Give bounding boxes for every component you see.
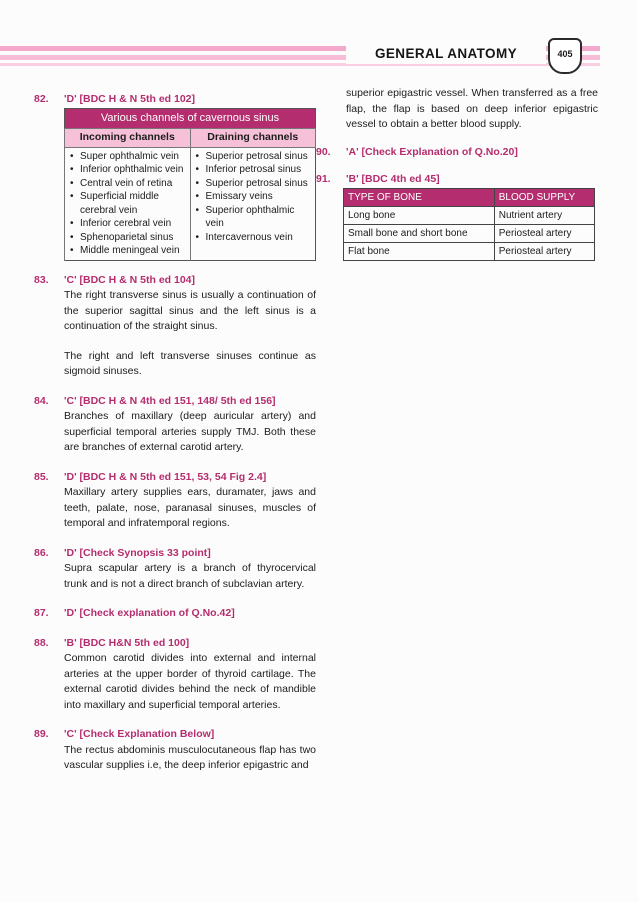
list-item: • Inferior petrosal sinus <box>206 163 313 177</box>
table-cell: Periosteal artery <box>494 242 594 260</box>
answer-reference: 'C' [BDC H & N 4th ed 151, 148/ 5th ed 156] <box>64 394 276 407</box>
incoming-list <box>69 150 187 258</box>
explanation-text: Common carotid divides into external and internal arteries at the upper border of thyroid cartilage. The external carotid divides behind the neck of mandible into maxillary and superficial temporal arteries. <box>64 652 316 711</box>
answer-reference: 'D' [BDC H & N 5th ed 151, 53, 54 Fig 2.4] <box>64 470 267 483</box>
table-cell: Nutrient artery <box>494 206 594 224</box>
answer-91 <box>316 172 598 188</box>
answer-83 <box>34 273 316 289</box>
draining-list <box>195 150 313 245</box>
table-caption: Various channels of cavernous sinus <box>65 108 316 129</box>
answer-87 <box>34 606 316 622</box>
explanation-text: The rectus abdominis musculocutaneous flap has two vascular supplies i.e, the deep inferior epigastric and <box>64 743 316 771</box>
answer-reference: 'A' [Check Explanation of Q.No.20] <box>346 145 518 158</box>
question-number: 83. <box>34 273 49 286</box>
list-item: • Inferior cerebral vein <box>80 217 187 231</box>
column-header-incoming: Incoming channels <box>65 129 191 148</box>
question-number: 84. <box>34 394 49 407</box>
answer-reference: 'B' [BDC 4th ed 45] <box>346 173 440 185</box>
answer-reference: 'C' [BDC H & N 5th ed 104] <box>64 273 196 286</box>
bone-blood-supply-table <box>343 188 595 261</box>
table-cell: Flat bone <box>344 242 495 260</box>
column-header-blood-supply: BLOOD SUPPLY <box>494 188 594 206</box>
list-item: • Super ophthalmic vein <box>80 150 187 164</box>
explanation-text: The right transverse sinus is usually a continuation of the superior sagittal sinus and the left sinus is a continuation of the straight sinus. <box>64 289 316 332</box>
section-title: GENERAL ANATOMY <box>346 44 546 64</box>
table-row <box>344 206 595 224</box>
question-number: 90. <box>316 145 331 158</box>
question-number: 91. <box>316 173 331 185</box>
table-cell: Small bone and short bone <box>344 224 495 242</box>
explanation-text: The right and left transverse sinuses continue as sigmoid sinuses. <box>64 349 316 377</box>
list-item: • Sphenoparietal sinus <box>80 231 187 245</box>
explanation-text-continued: superior epigastric vessel. When transferred as a free flap, the flap is based on deep inferior epigastric vessel to obtain a better blood supply. <box>346 87 598 130</box>
list-item: • Central vein of retina <box>80 177 187 191</box>
list-item: • Middle meningeal vein <box>80 244 187 258</box>
list-item: • Superior ophthalmic vein <box>206 204 313 231</box>
explanation-text: Branches of maxillary (deep auricular artery) and superficial temporal arteries supply TMJ. Both these are branches of external carotid artery. <box>64 410 316 453</box>
left-column <box>34 92 316 774</box>
draining-cell <box>190 147 316 260</box>
answer-86 <box>34 546 316 562</box>
list-item: • Intercavernous vein <box>206 231 313 245</box>
list-item: • Emissary veins <box>206 190 313 204</box>
answer-reference: 'D' [Check explanation of Q.No.42] <box>64 607 235 619</box>
answer-84 <box>34 394 316 410</box>
table-cell: Long bone <box>344 206 495 224</box>
incoming-cell <box>65 147 191 260</box>
question-number: 86. <box>34 546 49 559</box>
column-header-draining: Draining channels <box>190 129 316 148</box>
question-number: 88. <box>34 636 49 649</box>
table-row <box>344 224 595 242</box>
answer-reference: 'B' [BDC H&N 5th ed 100] <box>64 636 190 649</box>
answer-reference: 'C' [Check Explanation Below] <box>64 728 215 740</box>
answer-89 <box>34 727 316 743</box>
list-item: • Superior petrosal sinus <box>206 150 313 164</box>
answer-90 <box>316 145 598 161</box>
table-row <box>344 242 595 260</box>
question-number: 87. <box>34 607 49 619</box>
explanation-text: Maxillary artery supplies ears, duramater, jaws and teeth, palate, nose, paranasal sinuses, muscles of temporal and infratemporal regions. <box>64 486 316 529</box>
answer-88 <box>34 636 316 652</box>
question-number: 82. <box>34 93 49 105</box>
table-cell: Periosteal artery <box>494 224 594 242</box>
answer-82 <box>34 92 316 108</box>
answer-85 <box>34 470 316 486</box>
page-number-badge: 405 <box>548 38 582 74</box>
question-number: 89. <box>34 728 49 740</box>
list-item: • Inferior ophthalmic vein <box>80 163 187 177</box>
list-item: • Superior petrosal sinus <box>206 177 313 191</box>
right-column <box>316 86 598 261</box>
column-header-type-of-bone: TYPE OF BONE <box>344 188 495 206</box>
answer-reference: 'D' [BDC H & N 5th ed 102] <box>64 93 196 105</box>
answer-reference: 'D' [Check Synopsis 33 point] <box>64 546 211 559</box>
question-number: 85. <box>34 470 49 483</box>
explanation-text: Supra scapular artery is a branch of thyrocervical trunk and is not a direct branch of subclavian artery. <box>64 562 316 590</box>
list-item: • Superficial middle cerebral vein <box>80 190 187 217</box>
cavernous-sinus-table <box>64 108 316 261</box>
